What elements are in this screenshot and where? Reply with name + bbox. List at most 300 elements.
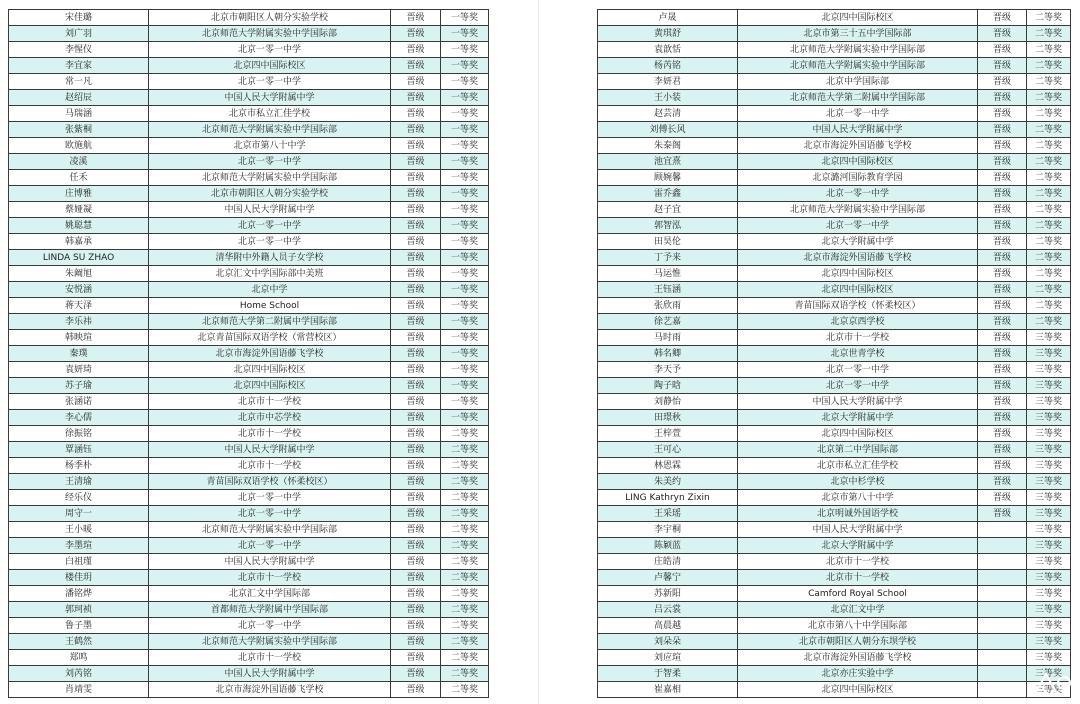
school-cell: 北京市私立汇佳学校	[738, 458, 978, 474]
table-row	[9, 186, 489, 202]
student-name-cell: 安悦涵	[9, 282, 149, 298]
award-level-cell: 二等奖	[441, 618, 489, 634]
advance-status-cell: 晋级	[391, 506, 441, 522]
student-name-cell: LINDA SU ZHAO	[9, 250, 149, 266]
award-level-cell: 二等奖	[1027, 10, 1071, 26]
advance-status-cell: 晋级	[391, 378, 441, 394]
award-level-cell: 一等奖	[441, 154, 489, 170]
advance-status-cell	[978, 554, 1027, 570]
award-level-cell: 二等奖	[1027, 234, 1071, 250]
school-cell: 北京市十一学校	[149, 426, 391, 442]
advance-status-cell: 晋级	[391, 234, 441, 250]
student-name-cell: 蔡娅凝	[9, 202, 149, 218]
student-name-cell: 李天予	[598, 362, 738, 378]
table-row	[9, 74, 489, 90]
school-cell: Home School	[149, 298, 391, 314]
advance-status-cell: 晋级	[391, 90, 441, 106]
table-row	[598, 378, 1071, 394]
table-row	[598, 474, 1071, 490]
table-row	[9, 634, 489, 650]
school-cell: 北京四中国际校区	[149, 378, 391, 394]
student-name-cell: 于智柔	[598, 666, 738, 682]
advance-status-cell: 晋级	[391, 346, 441, 362]
school-cell: 北京市海淀外国语藤飞学校	[738, 650, 978, 666]
school-cell: 北京四中国际校区	[738, 682, 978, 698]
school-cell: 北京汇文中学国际部	[149, 586, 391, 602]
award-level-cell: 一等奖	[441, 106, 489, 122]
student-name-cell: 常一凡	[9, 74, 149, 90]
school-cell: 北京明诚外国语学校	[738, 506, 978, 522]
award-level-cell: 二等奖	[1027, 218, 1071, 234]
school-cell: 北京师范大学附属实验中学国际部	[149, 122, 391, 138]
student-name-cell: 李惺仪	[9, 42, 149, 58]
table-row	[598, 634, 1071, 650]
student-name-cell: 蒋天泽	[9, 298, 149, 314]
school-cell: 北京师范大学附属实验中学国际部	[738, 202, 978, 218]
advance-status-cell: 晋级	[391, 458, 441, 474]
award-level-cell: 三等奖	[1027, 426, 1071, 442]
advance-status-cell: 晋级	[391, 74, 441, 90]
table-row	[9, 154, 489, 170]
student-name-cell: 李宜家	[9, 58, 149, 74]
student-name-cell: 卢晟	[598, 10, 738, 26]
student-name-cell: 郭珂祯	[9, 602, 149, 618]
school-cell: 北京一零一中学	[149, 538, 391, 554]
award-level-cell: 二等奖	[1027, 122, 1071, 138]
advance-status-cell: 晋级	[391, 298, 441, 314]
advance-status-cell: 晋级	[391, 666, 441, 682]
award-level-cell: 一等奖	[441, 314, 489, 330]
award-level-cell: 三等奖	[1027, 506, 1071, 522]
advance-status-cell: 晋级	[978, 122, 1027, 138]
award-level-cell: 二等奖	[441, 474, 489, 490]
student-name-cell: 庄皓清	[598, 554, 738, 570]
school-cell: 北京市私立汇佳学校	[149, 106, 391, 122]
award-level-cell: 一等奖	[441, 346, 489, 362]
table-row	[9, 266, 489, 282]
school-cell: 北京市海淀外国语藤飞学校	[149, 346, 391, 362]
student-name-cell: 凌溪	[9, 154, 149, 170]
advance-status-cell: 晋级	[391, 618, 441, 634]
advance-status-cell: 晋级	[391, 106, 441, 122]
student-name-cell: 朱阚旭	[9, 266, 149, 282]
table-row	[9, 202, 489, 218]
table-row	[598, 58, 1071, 74]
award-level-cell: 一等奖	[441, 10, 489, 26]
award-table-right	[597, 9, 1071, 698]
table-row	[9, 442, 489, 458]
table-row	[9, 314, 489, 330]
advance-status-cell	[978, 634, 1027, 650]
table-row	[598, 138, 1071, 154]
student-name-cell: 袁妍琦	[9, 362, 149, 378]
advance-status-cell: 晋级	[391, 538, 441, 554]
advance-status-cell	[978, 618, 1027, 634]
award-level-cell: 一等奖	[441, 330, 489, 346]
award-level-cell: 一等奖	[441, 410, 489, 426]
school-cell: 北京中学	[149, 282, 391, 298]
student-name-cell: 顾婉馨	[598, 170, 738, 186]
award-level-cell: 一等奖	[441, 58, 489, 74]
school-cell: 北京市第八十中学	[149, 138, 391, 154]
award-table-right-body	[598, 10, 1071, 698]
school-cell: 北京市第三十五中学国际部	[738, 26, 978, 42]
school-cell: 北京四中国际校区	[149, 58, 391, 74]
table-row	[9, 618, 489, 634]
advance-status-cell: 晋级	[978, 346, 1027, 362]
award-level-cell: 一等奖	[441, 202, 489, 218]
award-level-cell: 一等奖	[441, 282, 489, 298]
award-level-cell: 二等奖	[441, 426, 489, 442]
student-name-cell: 经乐仪	[9, 490, 149, 506]
school-cell: 北京四中国际校区	[738, 154, 978, 170]
advance-status-cell: 晋级	[978, 202, 1027, 218]
student-name-cell: 袁歆恬	[598, 42, 738, 58]
table-row	[598, 186, 1071, 202]
student-name-cell: 苏新阳	[598, 586, 738, 602]
advance-status-cell: 晋级	[978, 138, 1027, 154]
table-row	[9, 362, 489, 378]
table-row	[9, 538, 489, 554]
school-cell: 北京市十一学校	[738, 554, 978, 570]
student-name-cell: 王可心	[598, 442, 738, 458]
advance-status-cell: 晋级	[978, 58, 1027, 74]
award-level-cell: 三等奖	[1027, 330, 1071, 346]
table-row	[9, 170, 489, 186]
school-cell: 中国人民大学附属中学	[149, 202, 391, 218]
student-name-cell: 韩嘉承	[9, 234, 149, 250]
advance-status-cell: 晋级	[391, 602, 441, 618]
school-cell: 北京市十一学校	[149, 394, 391, 410]
student-name-cell: 刘广羽	[9, 26, 149, 42]
advance-status-cell: 晋级	[978, 234, 1027, 250]
advance-status-cell: 晋级	[391, 26, 441, 42]
advance-status-cell: 晋级	[391, 410, 441, 426]
school-cell: 北京师范大学附属实验中学国际部	[149, 634, 391, 650]
student-name-cell: LING Kathryn Zixin	[598, 490, 738, 506]
student-name-cell: 李墨瑄	[9, 538, 149, 554]
award-level-cell: 一等奖	[441, 74, 489, 90]
award-level-cell: 一等奖	[441, 26, 489, 42]
award-level-cell: 一等奖	[441, 266, 489, 282]
school-cell: 青苗国际双语学校（怀柔校区）	[149, 474, 391, 490]
table-row	[598, 42, 1071, 58]
advance-status-cell: 晋级	[391, 586, 441, 602]
watermark-icon	[1032, 670, 1072, 696]
table-row	[598, 314, 1071, 330]
table-row	[598, 170, 1071, 186]
table-row	[9, 506, 489, 522]
table-row	[9, 522, 489, 538]
award-level-cell: 一等奖	[441, 170, 489, 186]
advance-status-cell: 晋级	[391, 442, 441, 458]
school-cell: 北京师范大学附属实验中学国际部	[149, 26, 391, 42]
table-row	[598, 554, 1071, 570]
award-level-cell: 三等奖	[1027, 346, 1071, 362]
school-cell: 北京一零一中学	[738, 378, 978, 394]
award-level-cell: 三等奖	[1027, 490, 1071, 506]
award-level-cell: 一等奖	[441, 298, 489, 314]
award-level-cell: 一等奖	[441, 234, 489, 250]
advance-status-cell: 晋级	[978, 458, 1027, 474]
table-row	[598, 282, 1071, 298]
student-name-cell: 赵芸清	[598, 106, 738, 122]
school-cell: 北京市十一学校	[738, 570, 978, 586]
student-name-cell: 雷乔鑫	[598, 186, 738, 202]
student-name-cell: 刘静怡	[598, 394, 738, 410]
school-cell: 北京市十一学校	[149, 570, 391, 586]
advance-status-cell: 晋级	[978, 10, 1027, 26]
student-name-cell: 卢馨宁	[598, 570, 738, 586]
student-name-cell: 宋佳璐	[9, 10, 149, 26]
table-row	[598, 442, 1071, 458]
student-name-cell: 潘铭烨	[9, 586, 149, 602]
school-cell: 北京市中芯学校	[149, 410, 391, 426]
table-row	[9, 602, 489, 618]
table-row	[9, 234, 489, 250]
advance-status-cell: 晋级	[978, 314, 1027, 330]
school-cell: 北京京西学校	[738, 314, 978, 330]
advance-status-cell: 晋级	[978, 298, 1027, 314]
table-row	[598, 586, 1071, 602]
student-name-cell: 王鹤然	[9, 634, 149, 650]
school-cell: 北京师范大学附属实验中学国际部	[738, 42, 978, 58]
award-level-cell: 一等奖	[441, 362, 489, 378]
student-name-cell: 欧施航	[9, 138, 149, 154]
advance-status-cell: 晋级	[391, 362, 441, 378]
advance-status-cell: 晋级	[978, 474, 1027, 490]
school-cell: 中国人民大学附属中学	[738, 394, 978, 410]
table-row	[598, 298, 1071, 314]
table-row	[598, 10, 1071, 26]
advance-status-cell: 晋级	[978, 90, 1027, 106]
school-cell: 北京大学附属中学	[738, 538, 978, 554]
school-cell: 北京一零一中学	[738, 218, 978, 234]
school-cell: 中国人民大学附属中学	[149, 666, 391, 682]
school-cell: 北京师范大学附属实验中学国际部	[149, 522, 391, 538]
award-level-cell: 三等奖	[1027, 570, 1071, 586]
table-row	[9, 650, 489, 666]
advance-status-cell: 晋级	[978, 266, 1027, 282]
advance-status-cell	[978, 538, 1027, 554]
table-row	[598, 106, 1071, 122]
table-row	[9, 426, 489, 442]
table-row	[9, 346, 489, 362]
award-level-cell: 二等奖	[1027, 298, 1071, 314]
school-cell: 北京市朝阳区人朝分实验学校	[149, 10, 391, 26]
advance-status-cell	[978, 650, 1027, 666]
advance-status-cell	[978, 522, 1027, 538]
advance-status-cell: 晋级	[391, 426, 441, 442]
advance-status-cell: 晋级	[978, 26, 1027, 42]
student-name-cell: 陶子晗	[598, 378, 738, 394]
school-cell: 中国人民大学附属中学	[149, 90, 391, 106]
award-level-cell: 三等奖	[1027, 442, 1071, 458]
table-row	[9, 122, 489, 138]
award-level-cell: 一等奖	[441, 378, 489, 394]
award-level-cell: 二等奖	[441, 650, 489, 666]
school-cell: 北京师范大学附属实验中学国际部	[738, 58, 978, 74]
school-cell: 北京汇文中学国际部中美班	[149, 266, 391, 282]
table-row	[598, 74, 1071, 90]
award-level-cell: 二等奖	[441, 586, 489, 602]
student-name-cell: 张紫桐	[9, 122, 149, 138]
award-level-cell: 二等奖	[1027, 58, 1071, 74]
school-cell: 中国人民大学附属中学	[149, 554, 391, 570]
advance-status-cell: 晋级	[391, 394, 441, 410]
school-cell: Camford Royal School	[738, 586, 978, 602]
school-cell: 北京四中国际校区	[738, 266, 978, 282]
advance-status-cell: 晋级	[391, 330, 441, 346]
student-name-cell: 马时雨	[598, 330, 738, 346]
award-level-cell: 一等奖	[441, 250, 489, 266]
table-row	[598, 506, 1071, 522]
school-cell: 中国人民大学附属中学	[149, 442, 391, 458]
school-cell: 北京世青学校	[738, 346, 978, 362]
advance-status-cell: 晋级	[978, 186, 1027, 202]
student-name-cell: 王采瑶	[598, 506, 738, 522]
school-cell: 中国人民大学附属中学	[738, 522, 978, 538]
table-row	[9, 490, 489, 506]
advance-status-cell: 晋级	[391, 634, 441, 650]
table-row	[598, 522, 1071, 538]
table-row	[598, 538, 1071, 554]
school-cell: 北京青苗国际双语学校（常营校区）	[149, 330, 391, 346]
advance-status-cell: 晋级	[391, 522, 441, 538]
table-row	[598, 394, 1071, 410]
award-level-cell: 三等奖	[1027, 522, 1071, 538]
student-name-cell: 王梓萱	[598, 426, 738, 442]
student-name-cell: 苏子瑜	[9, 378, 149, 394]
school-cell: 青苗国际双语学校（怀柔校区）	[738, 298, 978, 314]
advance-status-cell: 晋级	[391, 154, 441, 170]
table-row	[598, 330, 1071, 346]
student-name-cell: 王小装	[598, 90, 738, 106]
award-level-cell: 二等奖	[441, 506, 489, 522]
school-cell: 北京市朝阳区人朝分东坝学校	[738, 634, 978, 650]
student-name-cell: 田昊伦	[598, 234, 738, 250]
award-level-cell: 三等奖	[1027, 586, 1071, 602]
student-name-cell: 张欣雨	[598, 298, 738, 314]
advance-status-cell: 晋级	[391, 186, 441, 202]
student-name-cell: 陈颖蓝	[598, 538, 738, 554]
award-level-cell: 二等奖	[1027, 266, 1071, 282]
table-row	[598, 426, 1071, 442]
award-level-cell: 三等奖	[1027, 394, 1071, 410]
award-table-left-body	[9, 10, 489, 698]
award-level-cell: 三等奖	[1027, 602, 1071, 618]
advance-status-cell: 晋级	[978, 394, 1027, 410]
table-row	[9, 570, 489, 586]
student-name-cell: 庄博雅	[9, 186, 149, 202]
advance-status-cell: 晋级	[978, 362, 1027, 378]
student-name-cell: 刘傅长风	[598, 122, 738, 138]
table-row	[598, 458, 1071, 474]
student-name-cell: 王清瑜	[9, 474, 149, 490]
student-name-cell: 高晨越	[598, 618, 738, 634]
award-level-cell: 二等奖	[1027, 26, 1071, 42]
student-name-cell: 田璟秋	[598, 410, 738, 426]
student-name-cell: 韩名卿	[598, 346, 738, 362]
award-level-cell: 三等奖	[1027, 682, 1071, 698]
table-row	[9, 58, 489, 74]
table-row	[598, 362, 1071, 378]
student-name-cell: 刘应瑄	[598, 650, 738, 666]
advance-status-cell: 晋级	[978, 426, 1027, 442]
advance-status-cell: 晋级	[391, 170, 441, 186]
student-name-cell: 池宜熹	[598, 154, 738, 170]
award-level-cell: 二等奖	[441, 458, 489, 474]
advance-status-cell: 晋级	[978, 282, 1027, 298]
student-name-cell: 朱泰阁	[598, 138, 738, 154]
student-name-cell: 杨芮铭	[598, 58, 738, 74]
school-cell: 北京潞河国际教育学园	[738, 170, 978, 186]
student-name-cell: 韩映瑄	[9, 330, 149, 346]
school-cell: 北京一零一中学	[149, 154, 391, 170]
student-name-cell: 崔嘉相	[598, 682, 738, 698]
student-name-cell: 郑鸣	[9, 650, 149, 666]
school-cell: 北京一零一中学	[738, 186, 978, 202]
student-name-cell: 吕云裳	[598, 602, 738, 618]
advance-status-cell: 晋级	[978, 442, 1027, 458]
student-name-cell: 赵子宜	[598, 202, 738, 218]
table-row	[9, 666, 489, 682]
student-name-cell: 杨季朴	[9, 458, 149, 474]
school-cell: 北京大学附属中学	[738, 410, 978, 426]
school-cell: 北京亦庄实验中学	[738, 666, 978, 682]
award-level-cell: 二等奖	[1027, 154, 1071, 170]
table-row	[9, 90, 489, 106]
table-row	[598, 618, 1071, 634]
school-cell: 中国人民大学附属中学	[738, 122, 978, 138]
student-name-cell: 周守一	[9, 506, 149, 522]
award-level-cell: 三等奖	[1027, 618, 1071, 634]
table-row	[9, 298, 489, 314]
advance-status-cell: 晋级	[391, 138, 441, 154]
table-row	[598, 122, 1071, 138]
school-cell: 北京市海淀外国语藤飞学校	[149, 682, 391, 698]
student-name-cell: 姚聪慧	[9, 218, 149, 234]
award-level-cell: 一等奖	[441, 122, 489, 138]
school-cell: 北京一零一中学	[738, 106, 978, 122]
advance-status-cell: 晋级	[978, 330, 1027, 346]
school-cell: 北京师范大学附属实验中学国际部	[149, 170, 391, 186]
table-row	[598, 346, 1071, 362]
student-name-cell: 覃涵钰	[9, 442, 149, 458]
award-level-cell: 二等奖	[1027, 42, 1071, 58]
table-row	[9, 474, 489, 490]
table-row	[598, 490, 1071, 506]
student-name-cell: 徐振铭	[9, 426, 149, 442]
school-cell: 北京汇文中学	[738, 602, 978, 618]
table-row	[9, 138, 489, 154]
award-level-cell: 三等奖	[1027, 538, 1071, 554]
award-level-cell: 二等奖	[1027, 250, 1071, 266]
school-cell: 北京市海淀外国语藤飞学校	[738, 250, 978, 266]
student-name-cell: 张涵诺	[9, 394, 149, 410]
student-name-cell: 秦璞	[9, 346, 149, 362]
advance-status-cell: 晋级	[978, 410, 1027, 426]
student-name-cell: 林恩霖	[598, 458, 738, 474]
advance-status-cell: 晋级	[978, 490, 1027, 506]
advance-status-cell	[978, 570, 1027, 586]
award-level-cell: 二等奖	[1027, 74, 1071, 90]
table-row	[598, 26, 1071, 42]
student-name-cell: 白祖瑾	[9, 554, 149, 570]
award-level-cell: 二等奖	[441, 602, 489, 618]
school-cell: 北京四中国际校区	[738, 426, 978, 442]
award-level-cell: 二等奖	[441, 682, 489, 698]
